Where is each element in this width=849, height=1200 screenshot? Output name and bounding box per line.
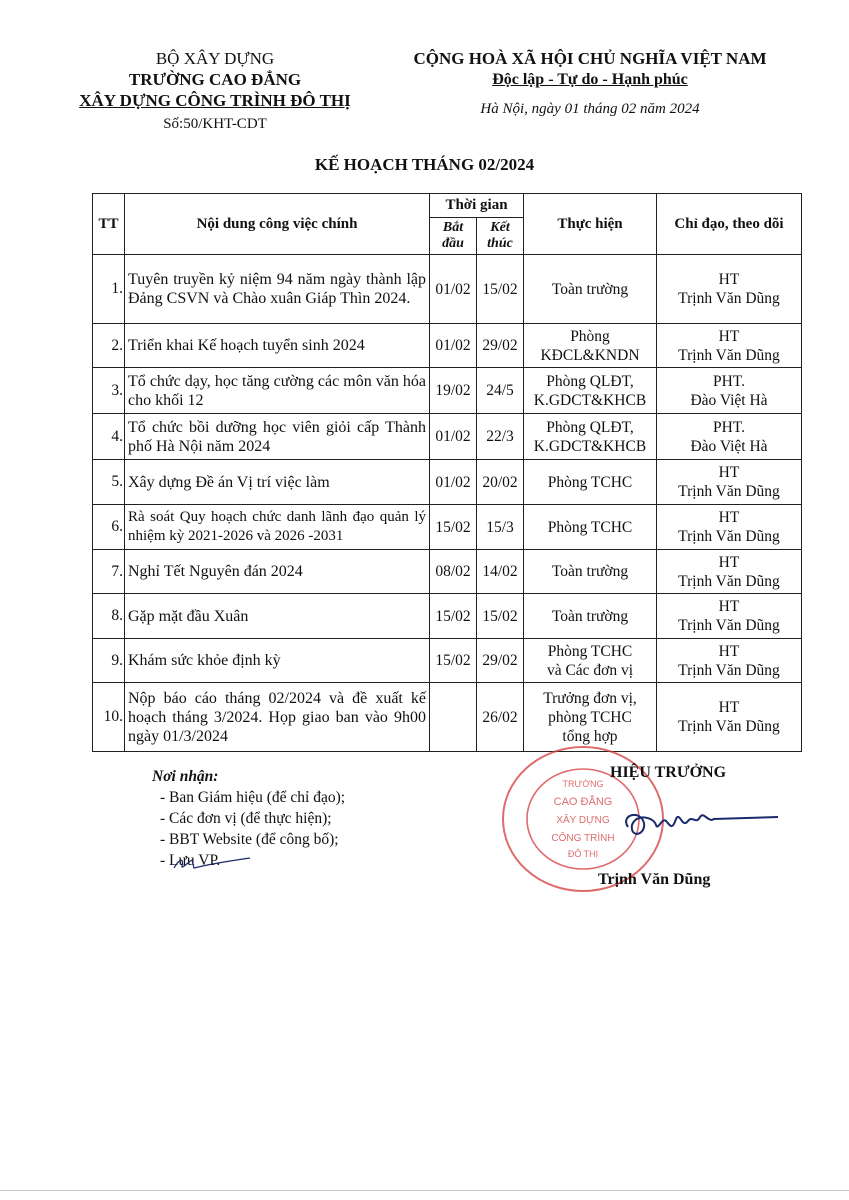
row-executor: Trưởng đơn vị, phòng TCHC tổng hợp: [524, 683, 657, 752]
row-content: Gặp mặt đầu Xuân: [125, 594, 430, 639]
nation-name: CỘNG HOÀ XÃ HỘI CHỦ NGHĨA VIỆT NAM: [413, 49, 767, 68]
row-content: Triển khai Kế hoạch tuyển sinh 2024: [125, 324, 430, 368]
table-row: [93, 594, 802, 639]
seal-text: TRƯỜNG: [562, 779, 604, 789]
row-start: 15/02: [430, 505, 477, 550]
table-row: [93, 505, 802, 550]
recipient-item: - Lưu VP.: [160, 852, 221, 869]
handwritten-signature: [610, 795, 780, 855]
table-row: [93, 368, 802, 414]
row-end: 14/02: [477, 550, 524, 594]
page-bottom-rule: [0, 1190, 849, 1191]
row-executor: Phòng KĐCL&KNDN: [524, 324, 657, 368]
header-time: Thời gian: [430, 194, 524, 218]
row-end: 29/02: [477, 324, 524, 368]
row-executor: Phòng TCHC: [524, 505, 657, 550]
row-executor: Toàn trường: [524, 594, 657, 639]
row-number: 2.: [93, 324, 125, 368]
row-content: Tổ chức bồi dưỡng học viên giỏi cấp Thành phố Hà Nội năm 2024: [125, 414, 430, 460]
seal-text: CAO ĐẲNG: [553, 796, 613, 808]
issue-date: Hà Nội, ngày 01 tháng 02 năm 2024: [480, 101, 700, 117]
row-end: 24/5: [477, 368, 524, 414]
table-row: [93, 324, 802, 368]
ministry-name: BỘ XÂY DỰNG: [155, 49, 275, 68]
row-number: 5.: [93, 460, 125, 505]
row-director: PHT. Đào Việt Hà: [657, 414, 802, 460]
row-content: Khám sức khỏe định kỳ: [125, 639, 430, 683]
row-start: 19/02: [430, 368, 477, 414]
initial-mark: [172, 852, 252, 874]
seal-text: XÂY DỰNG: [556, 815, 610, 826]
row-director: PHT. Đào Việt Hà: [657, 368, 802, 414]
row-content: Nộp báo cáo tháng 02/2024 và đề xuất kế hoạch tháng 3/2024. Họp giao ban vào 9h00 ngày 01/3/2024: [125, 683, 430, 752]
row-director: HT Trịnh Văn Dũng: [657, 550, 802, 594]
row-content: Nghỉ Tết Nguyên đán 2024: [125, 550, 430, 594]
row-start: 01/02: [430, 255, 477, 324]
national-motto: Độc lập - Tự do - Hạnh phúc: [492, 71, 688, 88]
national-header: [390, 48, 790, 119]
row-director: HT Trịnh Văn Dũng: [657, 594, 802, 639]
row-content: Rà soát Quy hoạch chức danh lãnh đạo quản lý nhiệm kỳ 2021-2026 và 2026 -2031: [125, 505, 430, 550]
recipient-item: - Ban Giám hiệu (để chỉ đạo);: [160, 789, 346, 806]
signer-name: Trịnh Văn Dũng: [598, 871, 711, 888]
header-start: Bắt đầu: [430, 218, 477, 255]
row-director: HT Trịnh Văn Dũng: [657, 639, 802, 683]
row-number: 8.: [93, 594, 125, 639]
school-name-line1: TRƯỜNG CAO ĐẲNG: [128, 70, 302, 89]
row-number: 1.: [93, 255, 125, 324]
signer-title: HIỆU TRƯỞNG: [610, 764, 727, 781]
table-row: [93, 414, 802, 460]
row-end: 15/3: [477, 505, 524, 550]
row-start: [430, 683, 477, 752]
table-row: [93, 639, 802, 683]
row-executor: Phòng TCHC và Các đơn vị: [524, 639, 657, 683]
row-executor: Toàn trường: [524, 255, 657, 324]
agency-header: [40, 48, 390, 135]
row-start: 01/02: [430, 414, 477, 460]
recipient-item: - Các đơn vị (để thực hiện);: [160, 810, 332, 827]
table-row: [93, 255, 802, 324]
table-row: [93, 550, 802, 594]
row-executor: Phòng TCHC: [524, 460, 657, 505]
table-row: [93, 683, 802, 752]
row-end: 20/02: [477, 460, 524, 505]
row-executor: Toàn trường: [524, 550, 657, 594]
row-start: 15/02: [430, 639, 477, 683]
row-director: HT Trịnh Văn Dũng: [657, 324, 802, 368]
row-number: 4.: [93, 414, 125, 460]
row-end: 15/02: [477, 255, 524, 324]
row-start: 08/02: [430, 550, 477, 594]
row-director: HT Trịnh Văn Dũng: [657, 505, 802, 550]
row-end: 26/02: [477, 683, 524, 752]
row-content: Xây dựng Đề án Vị trí việc làm: [125, 460, 430, 505]
row-start: 01/02: [430, 324, 477, 368]
header-tt: TT: [93, 194, 125, 255]
table-row: [93, 460, 802, 505]
row-start: 01/02: [430, 460, 477, 505]
row-number: 6.: [93, 505, 125, 550]
row-director: HT Trịnh Văn Dũng: [657, 460, 802, 505]
row-content: Tổ chức dạy, học tăng cường các môn văn hóa cho khối 12: [125, 368, 430, 414]
row-number: 9.: [93, 639, 125, 683]
row-executor: Phòng QLĐT, K.GDCT&KHCB: [524, 368, 657, 414]
header-director: Chỉ đạo, theo dõi: [657, 194, 802, 255]
row-director: HT Trịnh Văn Dũng: [657, 255, 802, 324]
row-end: 29/02: [477, 639, 524, 683]
row-content: Tuyên truyền kỷ niệm 94 năm ngày thành lập Đảng CSVN và Chào xuân Giáp Thìn 2024.: [125, 255, 430, 324]
seal-text: CÔNG TRÌNH: [551, 833, 615, 844]
row-end: 22/3: [477, 414, 524, 460]
row-start: 15/02: [430, 594, 477, 639]
document-number: Số:50/KHT-CDT: [163, 116, 267, 132]
seal-text: ĐÔ THỊ: [567, 849, 599, 859]
recipient-item: - BBT Website (để công bố);: [160, 831, 339, 848]
header-content: Nội dung công việc chính: [125, 194, 430, 255]
header-end: Kết thúc: [477, 218, 524, 255]
row-executor: Phòng QLĐT, K.GDCT&KHCB: [524, 414, 657, 460]
recipients-label: Nơi nhận:: [152, 768, 219, 785]
row-number: 7.: [93, 550, 125, 594]
plan-table: [92, 193, 802, 752]
row-director: HT Trịnh Văn Dũng: [657, 683, 802, 752]
document-title: KẾ HOẠCH THÁNG 02/2024: [314, 155, 535, 174]
header-executor: Thực hiện: [524, 194, 657, 255]
row-number: 3.: [93, 368, 125, 414]
row-end: 15/02: [477, 594, 524, 639]
row-number: 10.: [93, 683, 125, 752]
school-name-line2: XÂY DỰNG CÔNG TRÌNH ĐÔ THỊ: [79, 91, 351, 110]
